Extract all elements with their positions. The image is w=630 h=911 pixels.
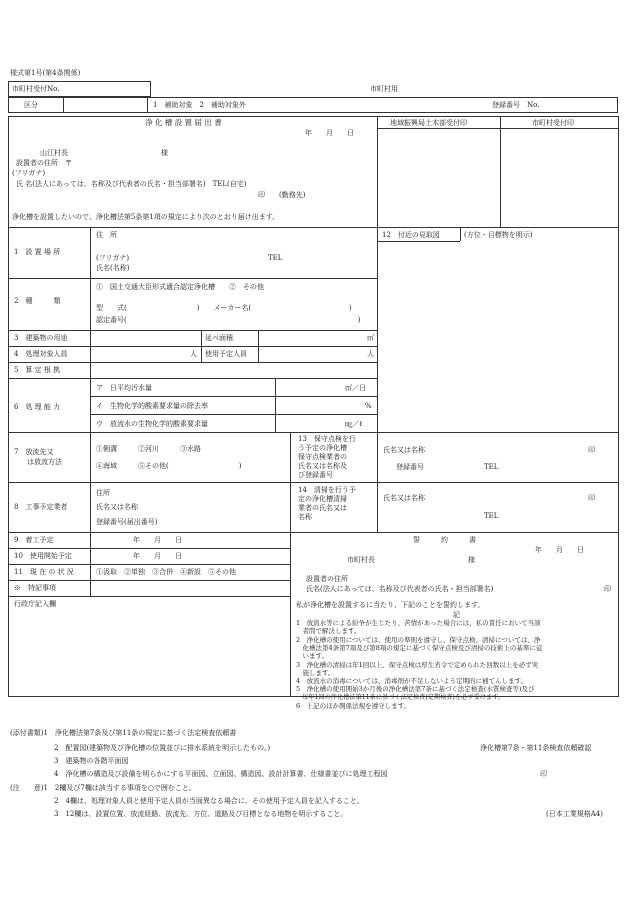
r14-name: 氏名又は名称 xyxy=(383,494,425,502)
pledge-item-4: 4 放流水の消毒については、消毒剤が不足しないよう定期的に補てんします。 xyxy=(296,677,527,685)
r6-c-unit: ㎎／ℓ xyxy=(345,420,363,428)
r11-label: 11 現 在 の 状 況 xyxy=(14,568,74,576)
r12-label: 12 付近の見取図 xyxy=(382,231,440,239)
notice-declaration: 浄化槽を設置したいので、浄化槽法第5条第1項の規定により次のとおり届け出ます。 xyxy=(12,213,280,221)
r10-date: 年 月 日 xyxy=(133,552,182,560)
pledge-item-1b: 者間で解決します。 xyxy=(296,627,361,635)
r4-unit2: 人 xyxy=(367,350,374,358)
registration-no: 登録番号 No. xyxy=(492,101,540,109)
pledge-item-2c: います。 xyxy=(296,652,328,660)
r14-seal: 印 xyxy=(588,494,595,502)
pledge-title: 誓 約 書 xyxy=(413,536,476,544)
pledge-address: 設置者の住所 xyxy=(306,575,348,583)
r2-label: 2 種 類 xyxy=(14,297,61,305)
r13-label-2: う予定の浄化槽 xyxy=(298,444,347,452)
r4-planned-label: 使用予定人員 xyxy=(205,350,247,358)
r7-label-2: は放流方法 xyxy=(27,458,62,466)
attachment-2: 2 配置図(建築物及び浄化槽の位置並びに排水系統を明示したもの。) xyxy=(54,744,271,752)
r1-furigana: (フリガナ) xyxy=(96,254,130,262)
r8-address: 住所 xyxy=(96,489,110,497)
form-id: 様式第1号(第4条関係) xyxy=(10,69,81,77)
r14-label-1: 14 清掃を行う予 xyxy=(298,486,356,494)
r4-unit1: 人 xyxy=(190,350,197,358)
notice-date: 年 月 日 xyxy=(305,129,354,137)
pledge-name: 氏名(法人にあっては、名称及び代表者の氏名・担当部署名) xyxy=(306,585,494,593)
regional-stamp-label: 地域振興局土木部受付印 xyxy=(390,119,467,127)
notice-honorific: 様 xyxy=(161,149,168,157)
r14-label-3: 業者の氏名又は xyxy=(298,504,347,512)
applicant-furigana: (フリガナ) xyxy=(12,169,46,177)
attachment-3: 3 建築物の各階平面図 xyxy=(54,757,129,765)
note-3: 3 12欄は、設置位置、放流経路、放流先、方位、道路及び目標となる地物を明示すること。 xyxy=(54,810,348,818)
r14-tel: TEL xyxy=(484,512,499,520)
r6-a: ア 日平均汚水量 xyxy=(96,384,152,392)
pledge-honorific: 様 xyxy=(468,556,475,564)
applicant-seal: 印 (勤務先) xyxy=(258,191,306,199)
inspection-seal: 印 xyxy=(540,770,547,778)
r14-label-4: 名称 xyxy=(298,513,312,521)
r13-tel: TEL xyxy=(484,463,499,471)
jis-a4: (日本工業規格A4) xyxy=(546,810,603,818)
r9-label: 9 着工予定 xyxy=(14,536,54,544)
r7-label-1: 7 放流先又 xyxy=(14,448,54,456)
pledge-item-5a: 5 浄化槽の使用開始3か月後の浄化槽法第7条に基づく法定検査(水質検査等)及び xyxy=(296,685,535,693)
r2-model: 型 式( ) メーカー名( ) xyxy=(96,304,352,312)
pledge-item-2b: 化槽法第4条第7項及び第8項の規定に基づく保守点検及び清掃の技術上の基準に従 xyxy=(296,644,543,652)
receipt-no-label: 市町村受付No. xyxy=(12,85,60,93)
attachments-heading: (添付書類)1 浄化槽法第7条及び第11条の規定に基づく法定検査依頼書 xyxy=(10,729,237,737)
r3-floor-label: 延べ面積 xyxy=(205,334,233,342)
r7-options-2: ④海域 ⑤その他( ) xyxy=(96,462,242,470)
pledge-ki: 記 xyxy=(453,611,460,619)
remarks-label: ※ 特記事項 xyxy=(14,584,56,592)
pledge-addressee: 市町村長 xyxy=(347,556,375,564)
r8-reg: 登録番号(届出番号) xyxy=(96,518,158,526)
r13-reg: 登録番号 xyxy=(396,463,424,471)
r9-date: 年 月 日 xyxy=(133,536,182,544)
r8-name: 氏名又は名称 xyxy=(96,503,138,511)
attachment-4: 4 浄化槽の構造及び設備を明らかにする平面図、立面図、構造図、設計計算書、仕様書並びに処理工程図 xyxy=(54,770,388,778)
r3-label: 3 建築物の用途 xyxy=(14,334,68,342)
r13-label-3: 保守点検業者の xyxy=(298,453,347,461)
r5-label: 5 算 定 根 拠 xyxy=(14,366,61,374)
r7-options-1: ①側溝 ②河川 ③水路 xyxy=(96,445,201,453)
pledge-seal: 印 xyxy=(604,585,611,593)
pledge-item-5b: 毎年1回の浄化槽法第11条に基づく法定検査(定期検査)を必ず受けます。 xyxy=(296,694,504,701)
r13-label-4: 氏名又は名称及 xyxy=(298,462,347,470)
subsidy-options: 1 補助対象 2 補助対象外 xyxy=(153,101,246,109)
applicant-address: 設置者の住所 〒 xyxy=(16,159,72,167)
pledge-item-1a: 1 放流水等による紛争が生じたり、苦情があった場合には、私の責任において当該 xyxy=(296,619,541,627)
r1-name: 氏名(名称) xyxy=(96,264,130,272)
r6-label: 6 処 理 能 力 xyxy=(14,403,61,411)
pledge-item-3a: 3 浄化槽の清掃は年1回以上、保守点検は厚生省令で定められた回数以上を必ず実 xyxy=(296,661,539,669)
r6-c: ウ 放流水の生物化学的酸素要求量 xyxy=(96,420,208,428)
r2-option: ① 国土交通大臣形式適合認定浄化槽 ② その他 xyxy=(96,283,264,291)
pledge-item-3b: 施します。 xyxy=(296,669,335,677)
notice-addressee: 山江村長 xyxy=(40,149,68,157)
r14-label-2: 定の浄化槽清掃 xyxy=(298,495,347,503)
pledge-item-6: 6 上記のほか関係法規を遵守します。 xyxy=(296,702,411,710)
gov-entry-label: 行政庁記入欄 xyxy=(14,600,56,608)
municipal-stamp-label: 市町村受付印 xyxy=(532,119,574,127)
r13-seal: 印 xyxy=(588,446,595,454)
r12-note: (方位・目標物を明示) xyxy=(464,231,533,239)
r3-unit: ㎡ xyxy=(367,334,374,342)
pledge-intro: 私が浄化槽を設置するに当たり、下記のことを誓約します。 xyxy=(296,601,485,609)
r13-name: 氏名又は名称 xyxy=(383,446,425,454)
r6-b: イ 生物化学的酸素要求量の除去率 xyxy=(96,402,208,410)
r2-cert: 認定番号( ) xyxy=(96,316,361,324)
r1-address: 住 所 xyxy=(96,231,117,239)
r8-label: 8 工事予定業者 xyxy=(14,503,68,511)
municipal-use-label: 市町村用 xyxy=(370,85,398,93)
note-1: (注 意)1 2欄及び7欄は該当する事項を○で囲むこと。 xyxy=(10,784,196,792)
r6-a-unit: ㎥／日 xyxy=(345,384,366,392)
note-2: 2 4欄は、処理対象人員と使用予定人員が当面異なる場合に、その使用予定人員を記入すること。 xyxy=(54,797,364,805)
pledge-date: 年 月 日 xyxy=(535,546,584,554)
r11-options: ①汲取 ②単独 ③合併 ④新設 ⑤その他 xyxy=(96,568,236,576)
r1-tel: TEL xyxy=(268,254,283,262)
r6-b-unit: % xyxy=(365,402,372,410)
r1-label: 1 設 置 場 所 xyxy=(14,248,61,256)
r10-label: 10 使用開始予定 xyxy=(14,552,72,560)
applicant-name: 氏 名(法人にあっては、名称及び代表者の氏名・担当部署名) TEL(自宅) xyxy=(16,180,247,188)
r4-label: 4 処理対象人員 xyxy=(14,350,68,358)
pledge-item-2a: 2 浄化槽の使用については、使用の準則を遵守し、保守点検、清掃については、浄 xyxy=(296,636,541,644)
r13-label-5: び登録番号 xyxy=(298,471,333,479)
notice-title: 浄 化 槽 設 置 届 出 書 xyxy=(145,118,222,127)
category-label: 区分 xyxy=(24,101,38,109)
r13-label-1: 13 保守点検を行 xyxy=(298,435,356,443)
inspection-confirm: 浄化槽第7条・第11条検査依頼確認 xyxy=(480,744,592,752)
